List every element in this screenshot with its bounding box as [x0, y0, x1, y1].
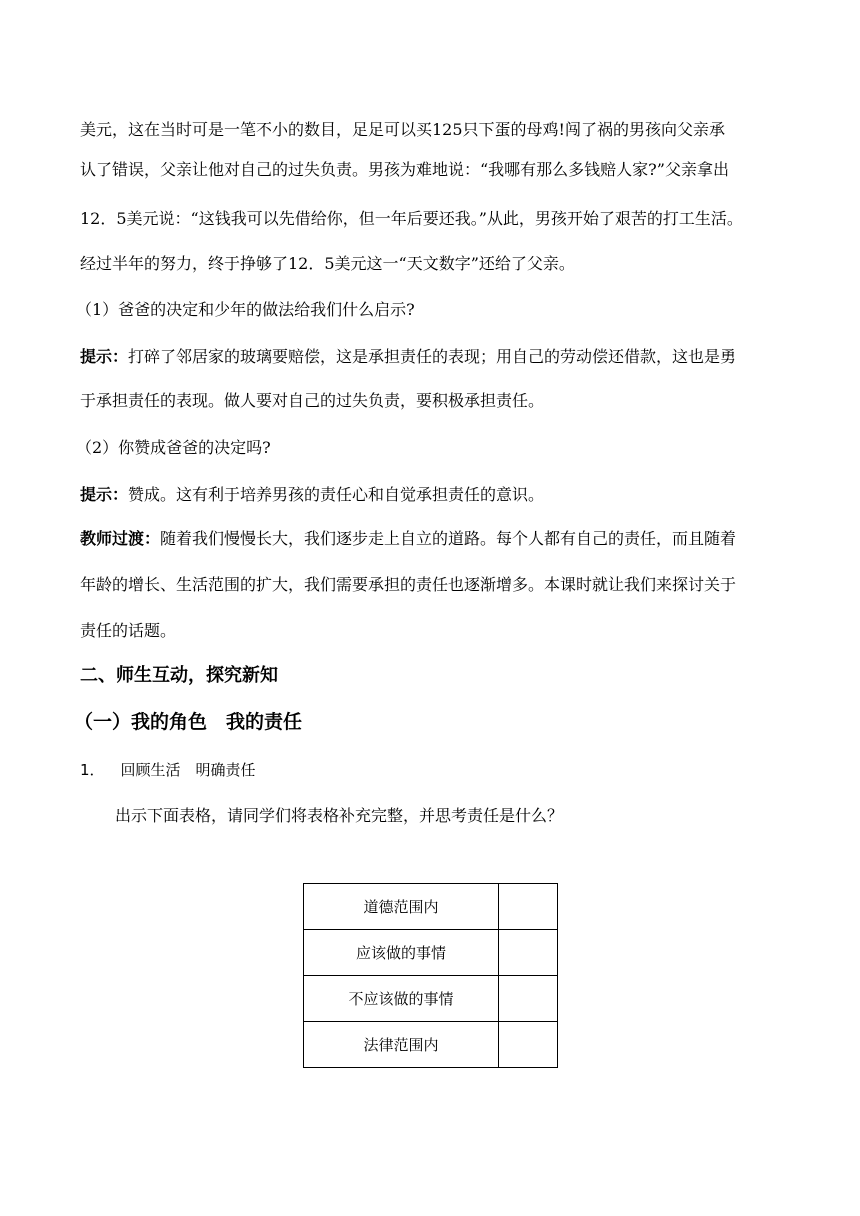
hint-text: 打碎了邻居家的玻璃要赔偿，这是承担责任的表现；用自己的劳动偿还借款，这也是勇: [128, 347, 737, 366]
item-title: 回顾生活 明确责任: [120, 761, 256, 779]
hint-text: 赞成。这有利于培养男孩的责任心和自觉承担责任的意识。: [128, 485, 545, 504]
story-line-4: 经过半年的努力，终于挣够了12．5美元这一“天文数字”还给了父亲。: [80, 254, 575, 273]
story-line-2: 认了错误，父亲让他对自己的过失负责。男孩为难地说：“我哪有那么多钱赔人家?”父亲拿出: [80, 160, 729, 179]
table-cell-blank[interactable]: [499, 976, 558, 1022]
section-heading: 二、师生互动，探究新知: [80, 665, 278, 686]
item-number: 1．: [80, 761, 105, 779]
table-row: [304, 930, 558, 976]
table-cell-label: 不应该做的事情: [304, 976, 499, 1022]
hint-label: 提示：: [80, 485, 129, 504]
numbered-item: [80, 760, 256, 780]
question-2: （2）你赞成爸爸的决定吗?: [76, 438, 271, 457]
table-cell-label: 法律范围内: [304, 1022, 499, 1068]
hint-label: 提示：: [80, 347, 129, 366]
hint-2: [80, 485, 544, 505]
transition-text: 随着我们慢慢长大，我们逐步走上自立的道路。每个人都有自己的责任，而且随着: [160, 529, 737, 548]
question-1: （1）爸爸的决定和少年的做法给我们什么启示?: [76, 300, 415, 319]
teacher-transition-line-2: 年龄的增长、生活范围的扩大，我们需要承担的责任也逐渐增多。本课时就让我们来探讨关于: [80, 575, 737, 594]
table-cell-blank[interactable]: [499, 930, 558, 976]
responsibility-table: [303, 883, 558, 1068]
story-line-1: 美元，这在当时可是一笔不小的数目，足足可以买125只下蛋的母鸡!闯了祸的男孩向父亲承: [80, 120, 725, 139]
teacher-transition-line-3: 责任的话题。: [80, 621, 177, 640]
table-cell-blank[interactable]: [499, 884, 558, 930]
story-line-3: 12．5美元说：“这钱我可以先借给你，但一年后要还我。”从此，男孩开始了艰苦的打工生活。: [80, 209, 743, 228]
subsection-heading: （一）我的角色 我的责任: [74, 711, 303, 733]
table-row: [304, 976, 558, 1022]
hint-1-line-2: 于承担责任的表现。做人要对自己的过失负责，要积极承担责任。: [80, 391, 545, 410]
teacher-transition-line-1: [80, 529, 736, 549]
table-cell-label: 道德范围内: [304, 884, 499, 930]
transition-label: 教师过渡：: [80, 529, 161, 548]
table-row: [304, 1022, 558, 1068]
table-cell-blank[interactable]: [499, 1022, 558, 1068]
table-cell-label: 应该做的事情: [304, 930, 499, 976]
table-row: [304, 884, 558, 930]
hint-1-line-1: [80, 347, 736, 367]
instruction-text: 出示下面表格，请同学们将表格补充完整，并思考责任是什么？: [115, 806, 564, 825]
